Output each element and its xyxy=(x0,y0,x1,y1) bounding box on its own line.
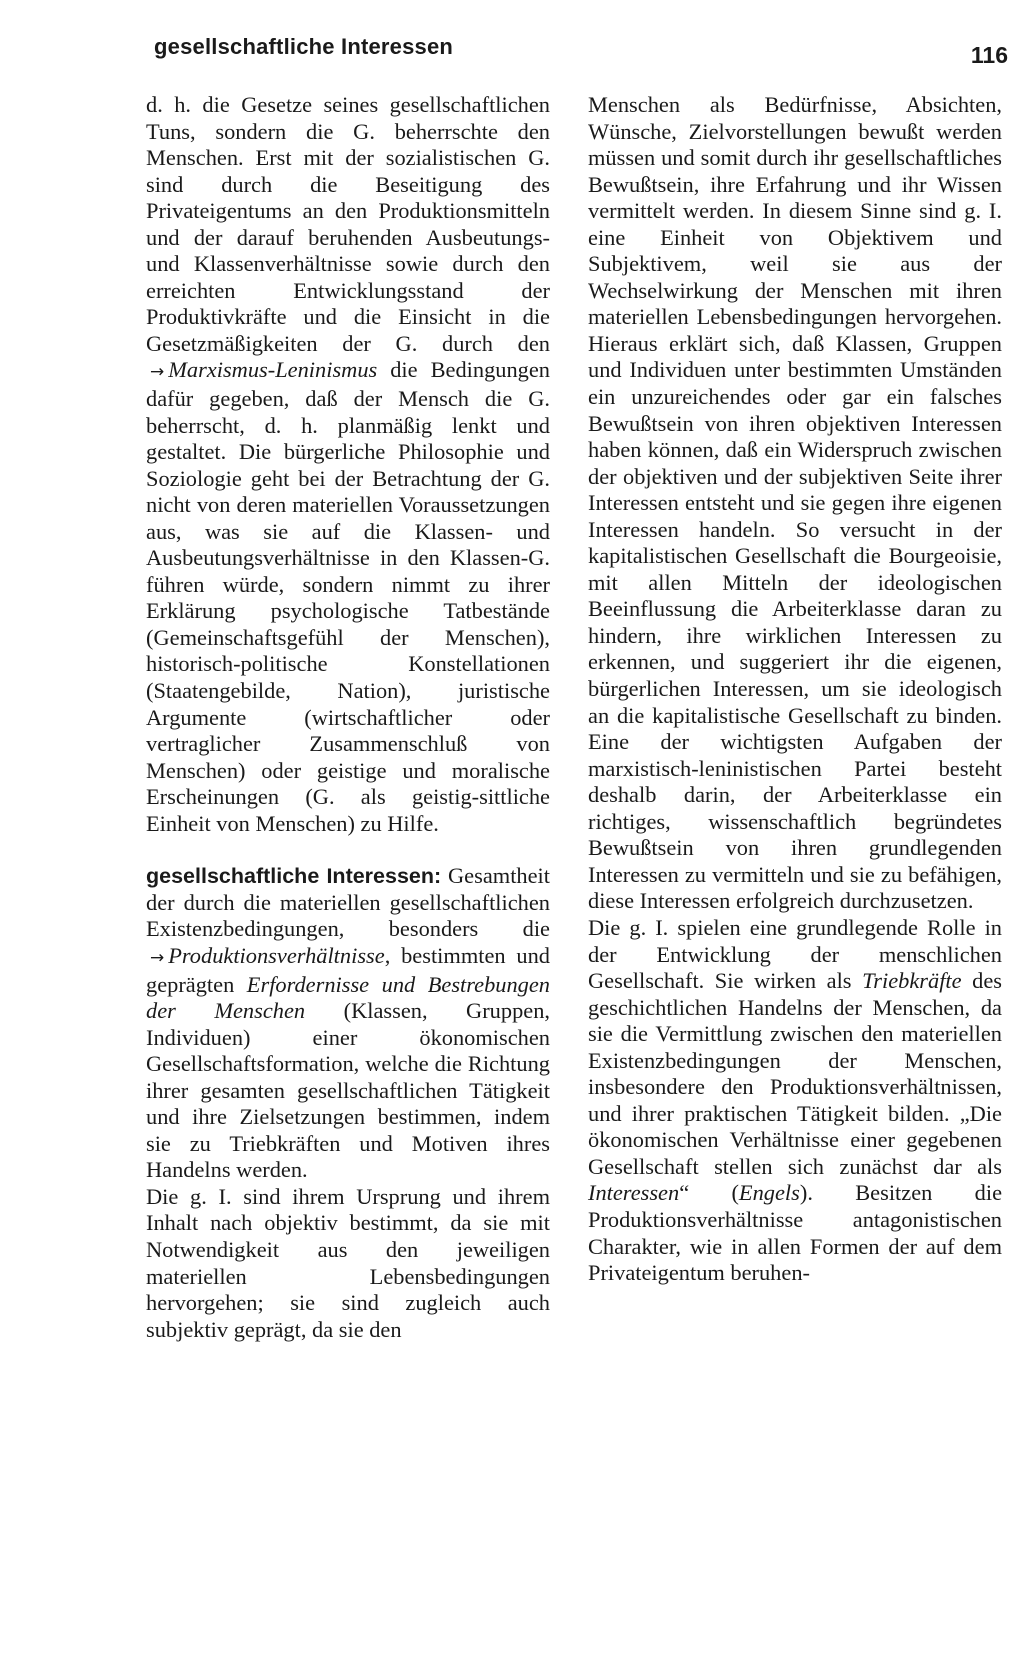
continued-paragraph xyxy=(146,92,550,837)
paragraph: Die g. I. sind ihrem Ursprung und ihrem Inhalt nach objektiv bestimmt, da sie mit Notwendigkeit aus den jeweiligen materiellen Lebensbedingungen hervorgehen; sie sind zugleich auch subjektiv geprägt, da sie den xyxy=(146,1183,550,1342)
paragraph: Menschen als Bedürfnisse, Absichten, Wünsche, Zielvorstellungen bewußt werden müssen und somit durch ihr gesellschaftliches Bewußtsein, ihre Erfahrung und ihr Wissen vermittelt werden. In diesem Sinne sind g. I. eine Einheit von Objektivem und Subjektivem, weil sie aus der Wechselwirkung der Menschen mit ihren materiellen Lebensbedingungen hervorgehen. Hieraus erklärt sich, daß Klassen, Gruppen und Individuen unter bestimmten Umständen ein unzureichendes oder gar ein falsches Bewußtsein von ihren objektiven Interessen haben können, daß ein Widerspruch zwischen der objektiven und der subjektiven Seite ihrer Interessen entsteht und sie gegen ihre eigenen Interessen handeln. So versucht in der kapitalistischen Gesellschaft die Bourgeoisie, mit allen Mitteln der ideologischen Beeinflussung die Arbeiterklasse daran zu hindern, ihre wirklichen Interessen zu erkennen, und suggeriert ihr die eigenen, bürgerlichen Interessen, um sie ideologisch an die kapitalistische Gesellschaft zu binden. Eine der wichtigsten Aufgaben der marxistisch-leninistischen Partei besteht deshalb darin, der Arbeiterklasse ein richtiges, wissenschaftlich begründetes Bewußtsein von ihren grundlegenden Interessen zu vermitteln und sie zu befähigen, diese Interessen erfolgreich durchzusetzen. xyxy=(588,92,1002,914)
cross-reference-arrow-icon: → xyxy=(150,362,165,383)
emphasis-text: Engels xyxy=(738,1180,800,1206)
entry-spacing xyxy=(146,837,550,863)
entry-headword: gesellschaftliche Interessen: xyxy=(146,864,442,889)
text-run: (Klassen, Gruppen, Individuen) einer ökonomischen Gesellschaftsformation, welche die Richtung ihrer gesamten gesellschaftlichen Tätigkeit und ihre Zielsetzungen bestimmen, indem sie zu Triebkräften und Motiven ihres Handelns werden. xyxy=(146,998,550,1183)
emphasis-text: Interessen xyxy=(588,1180,680,1206)
page-number: 116 xyxy=(970,42,1008,68)
cross-reference-link[interactable]: Marxismus-Leninismus xyxy=(168,357,378,383)
cross-reference-link[interactable]: Produktionsverhältnisse xyxy=(168,942,385,968)
paragraph xyxy=(588,915,1002,1287)
emphasis-text: Triebkräfte xyxy=(862,968,962,994)
left-column xyxy=(146,92,550,1343)
text-run: die Bedingungen dafür gegeben, daß der Mensch die G. beherrscht, d. h. planmäßig lenkt und gestaltet. Die bürgerliche Philosophie und Soziologie geht bei der Betrachtung der G. nicht von deren materiellen Voraussetzungen aus, was sie auf die Klassen- und Ausbeutungsverhältnisse in den Klassen-G. führen würde, sondern nimmt zu ihrer Erklärung psychologische Tatbestände (Gemeinschaftsgefühl der Menschen), historisch-politische Konstellationen (Staatengebilde, Nation), juristische Argumente (wirtschaftlicher oder vertraglicher Zusammenschluß von Menschen) oder geistige und moralische Erscheinungen (G. als geistig-sittliche Einheit von Menschen) zu Hilfe. xyxy=(146,357,550,836)
text-run: Gesamtheit der durch die materiellen gesellschaftlichen Existenzbedingungen, besonders die xyxy=(146,863,550,942)
emphasis-text: Erfordernisse und Bestrebungen der Menschen xyxy=(146,971,550,1024)
right-column xyxy=(588,92,1002,1287)
text-run: des geschichtlichen Handelns der Menschen, da sie die Vermittlung zwischen den materiellen Existenzbedingungen der Menschen, insbesondere den Produktionsverhältnissen, und ihrer praktischen Tätigkeit bilden. „Die ökonomischen Verhältnisse einer gegebenen Gesellschaft stellen sich zunächst dar als xyxy=(588,968,1002,1179)
text-run: “ ( xyxy=(679,1180,739,1206)
text-run: d. h. die Gesetze seines gesellschaftlichen Tuns, sondern die G. beherrschte den Menschen. Erst mit der sozialistischen G. sind durch die Beseitigung des Privateigentums an den Produktionsmitteln und der darauf beruhenden Ausbeutungs- und Klassenverhältnisse sowie durch den erreichten Entwicklungsstand der Produktivkräfte und die Einsicht in die Gesetzmäßigkeiten der G. durch den xyxy=(146,92,550,356)
running-title: gesellschaftliche Interessen xyxy=(154,34,454,59)
text-run: ). Besitzen die Produktionsverhältnisse antagonistischen Charakter, wie in allen Formen der auf dem Privateigentum beruhen- xyxy=(588,1180,1003,1286)
text-run: Die g. I. spielen eine grundlegende Rolle in der Entwicklung der menschlichen Gesellschaft. Sie wirken als xyxy=(588,914,1002,994)
dictionary-entry xyxy=(146,863,550,1184)
text-run: , bestimmten und geprägten xyxy=(146,942,550,997)
cross-reference-arrow-icon: → xyxy=(150,947,165,968)
